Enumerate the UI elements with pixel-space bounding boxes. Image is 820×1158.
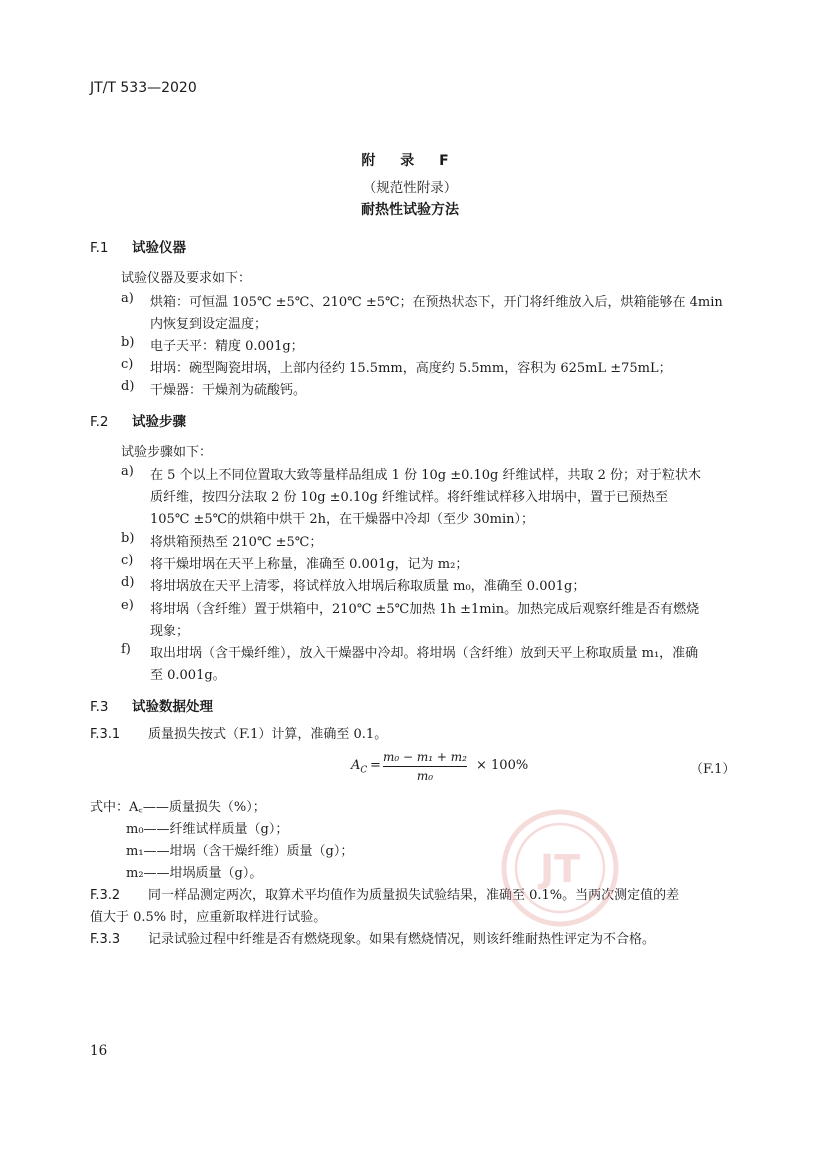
- clause-text-continued: 值大于 0.5% 时，应重新取样进行试验。: [90, 910, 327, 925]
- list-item-text: 将烘箱预热至 210℃ ±5℃；: [150, 535, 323, 550]
- section-title: 试验步骤: [132, 414, 186, 430]
- section-number: F.3: [90, 699, 109, 715]
- where-line: m₁——坩埚（含干燥纤维）质量（g）；: [126, 844, 354, 859]
- list-item-text: 烘箱：可恒温 105℃ ±5℃、210℃ ±5℃；在预热状态下，开门将纤维放入后，烘箱能够在 4min: [150, 295, 723, 310]
- f1-intro: 试验仪器及要求如下：: [121, 271, 252, 286]
- section-title: 试验仪器: [132, 240, 186, 256]
- list-label: e): [121, 598, 134, 613]
- section-f3-heading: [90, 695, 213, 715]
- clause-text: 质量损失按式（F.1）计算，准确至 0.1。: [148, 727, 388, 742]
- clause-text: 记录试验过程中纤维是否有燃烧现象。如果有燃烧情况，则该纤维耐热性评定为不合格。: [148, 932, 656, 947]
- where-line: m₀——纤维试样质量（g）；: [126, 822, 289, 837]
- list-item-text: 至 0.001g。: [150, 668, 226, 683]
- clause-f31: [90, 723, 387, 742]
- list-item-text: 取出坩埚（含干燥纤维），放入干燥器中冷却。将坩埚（含纤维）放到天平上称取质量 m₁，准确: [150, 646, 699, 661]
- section-title: 试验数据处理: [132, 699, 213, 715]
- list-label: b): [121, 335, 135, 350]
- list-label: d): [121, 575, 135, 590]
- formula-label: （F.1）: [690, 762, 736, 777]
- list-item-text: 坩埚：碗型陶瓷坩埚，上部内径约 15.5mm，高度约 5.5mm，容积为 625mL ±75mL；: [150, 361, 672, 376]
- list-label: f): [121, 642, 131, 657]
- stamp-text: JT: [539, 847, 581, 891]
- list-item-text: 干燥器：干燥剂为硫酸钙。: [150, 383, 307, 398]
- jt-stamp-watermark: [500, 808, 620, 928]
- list-item-text: 质纤维，按四分法取 2 份 10g ±0.10g 纤维试样。将纤维试样移入坩埚中，置于已预热至: [150, 490, 668, 505]
- section-number: F.2: [90, 414, 109, 430]
- list-item-text: 在 5 个以上不同位置取大致等量样品组成 1 份 10g ±0.10g 纤维试样，共取 2 份；对于粒状木: [150, 468, 702, 483]
- formula-lhs: $A_C$: [351, 758, 368, 776]
- list-label: c): [121, 357, 134, 372]
- where-line: m₂——坩埚质量（g）。: [126, 866, 263, 881]
- list-label: b): [121, 531, 135, 546]
- formula-lhs-subscript: C: [360, 765, 368, 776]
- appendix-title: 附 录 F: [361, 153, 459, 169]
- fraction-bar: [383, 766, 467, 767]
- clause-number: F.3.1: [90, 727, 121, 742]
- list-label: a): [121, 464, 134, 479]
- section-number: F.1: [90, 240, 109, 256]
- section-f2-heading: [90, 410, 186, 430]
- list-item-text: 将坩埚放在天平上清零，将试样放入坩埚后称取质量 m₀，准确至 0.001g；: [150, 579, 586, 594]
- formula-denominator: m₀: [416, 769, 434, 783]
- appendix-name: 耐热性试验方法: [361, 202, 459, 218]
- section-f1-heading: [90, 236, 186, 256]
- list-label: a): [121, 291, 134, 306]
- list-item-text: 105℃ ±5℃的烘箱中烘干 2h，在干燥器中冷却（至少 30min）；: [150, 512, 535, 527]
- list-item-text: 将坩埚（含纤维）置于烘箱中，210℃ ±5℃加热 1h ±1min。加热完成后观察纤维是否有燃烧: [150, 602, 700, 617]
- formula-equals: =: [370, 758, 381, 773]
- list-label: c): [121, 553, 134, 568]
- appendix-subtitle: （规范性附录）: [362, 180, 458, 196]
- page-number: 16: [90, 1043, 108, 1059]
- list-item-text: 现象；: [150, 624, 190, 639]
- f2-intro: 试验步骤如下：: [121, 445, 213, 460]
- clause-number: F.3.2: [90, 888, 121, 903]
- standard-number: JT/T 533—2020: [90, 80, 197, 96]
- formula-numerator: m₀ − m₁ + m₂: [383, 750, 467, 764]
- clause-text: 同一样品测定两次，取算术平均值作为质量损失试验结果，准确至 0.1%。当两次测定值的差: [148, 888, 680, 903]
- clause-number: F.3.3: [90, 932, 121, 947]
- list-item-text: 内恢复到设定温度；: [150, 317, 268, 332]
- list-label: d): [121, 379, 135, 394]
- list-item-text: 将干燥坩埚在天平上称量，准确至 0.001g，记为 m₂；: [150, 557, 469, 572]
- list-item-text: 电子天平：精度 0.001g；: [150, 339, 304, 354]
- clause-f33: [90, 928, 655, 947]
- where-line: 式中：A꜀——质量损失（%）；: [90, 800, 266, 815]
- formula-fraction: [383, 750, 467, 783]
- formula-f1: [0, 750, 820, 790]
- formula-multiplier: × 100%: [476, 758, 529, 773]
